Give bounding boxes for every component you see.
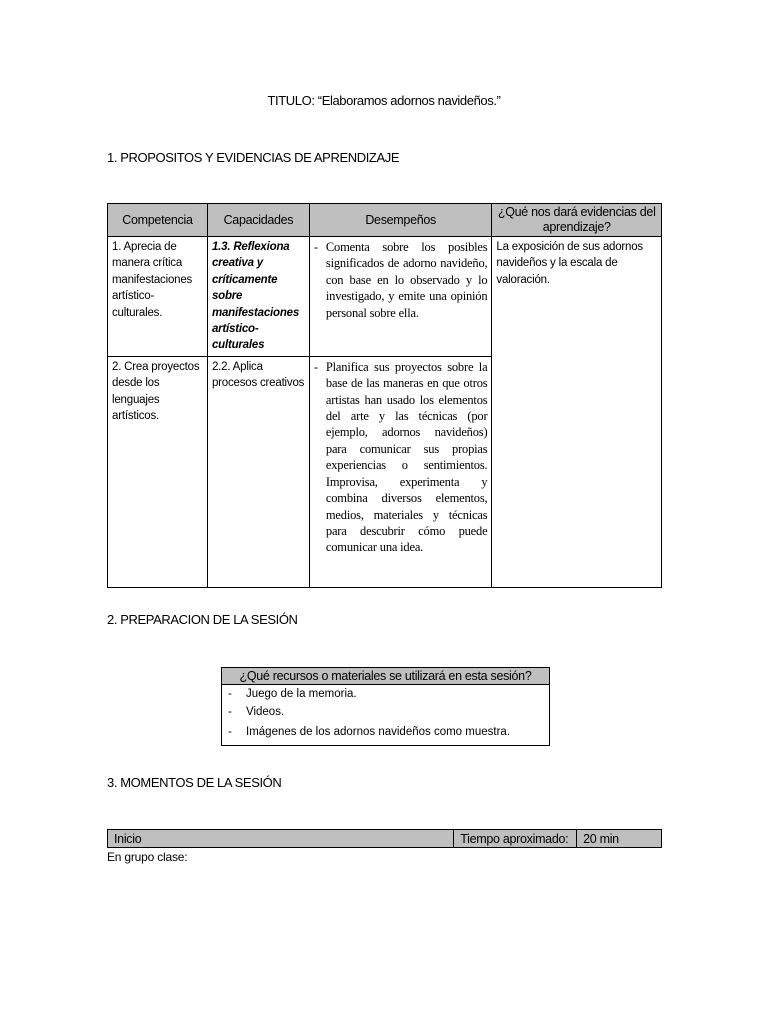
list-dash: - <box>228 706 232 718</box>
section-1-heading: 1. PROPOSITOS Y EVIDENCIAS DE APRENDIZAJE <box>107 150 400 165</box>
resource-text: Videos. <box>246 706 285 718</box>
header-desempenos: Desempeños <box>309 204 492 237</box>
capacidad-cell: 1.3. Reflexiona creativa y críticamente sobre manifestaciones artístico-culturales <box>207 237 309 357</box>
header-capacidades: Capacidades <box>207 204 309 237</box>
resources-table <box>221 667 550 746</box>
header-evidencias: ¿Qué nos dará evidencias del aprendizaje? <box>492 204 662 237</box>
header-competencia: Competencia <box>108 204 208 237</box>
document-title: TITULO: “Elaboramos adornos navideños.” <box>267 93 501 108</box>
desempeno-cell <box>309 237 492 357</box>
competencia-cell: 2. Crea proyectos desde los lenguajes artísticos. <box>108 356 208 587</box>
purposes-table <box>107 203 662 588</box>
section-2-heading: 2. PREPARACION DE LA SESIÓN <box>107 612 298 627</box>
resources-header: ¿Qué recursos o materiales se utilizará en esta sesión? <box>222 668 550 685</box>
list-item <box>228 687 543 702</box>
resources-list <box>222 685 550 746</box>
inicio-label: Inicio <box>108 830 454 848</box>
tiempo-value: 20 min <box>577 830 662 848</box>
list-dash: - <box>228 688 232 700</box>
evidencia-cell: La exposición de sus adornos navideños y la escala de valoración. <box>492 237 662 588</box>
section-3-heading: 3. MOMENTOS DE LA SESIÓN <box>107 775 282 790</box>
list-dash: - <box>228 726 232 738</box>
desempeno-text: Planifica sus proyectos sobre la base de las maneras en que otros artistas han usado los elementos del arte y las técnicas (por ejemplo, adornos navideños) para comunicar sus propias experiencias o sentimientos. Improvisa, experimenta y combina diversos elementos, medios, materiales y técnicas para descubrir cómo puede comunicar una idea. <box>325 359 488 555</box>
desempeno-text: Comenta sobre los posibles significados de adorno navideño, con base en lo observado y lo investigado, y emite una opinión personal sobre ella. <box>325 240 488 320</box>
list-dash: - <box>313 359 318 374</box>
purposes-table-header <box>108 204 662 237</box>
group-note: En grupo clase: <box>107 850 188 864</box>
list-item <box>228 702 543 722</box>
resource-text: Juego de la memoria. <box>246 688 357 700</box>
list-dash: - <box>313 240 318 254</box>
competencia-cell: 1. Aprecia de manera crítica manifestaciones artístico-culturales. <box>108 237 208 357</box>
desempeno-cell <box>309 356 492 587</box>
table-row <box>108 237 662 357</box>
resource-text: Imágenes de los adornos navideños como muestra. <box>246 726 511 738</box>
list-item <box>228 722 543 742</box>
inicio-bar <box>107 829 662 848</box>
tiempo-label: Tiempo aproximado: <box>454 830 577 848</box>
capacidad-cell: 2.2. Aplica procesos creativos <box>207 356 309 587</box>
